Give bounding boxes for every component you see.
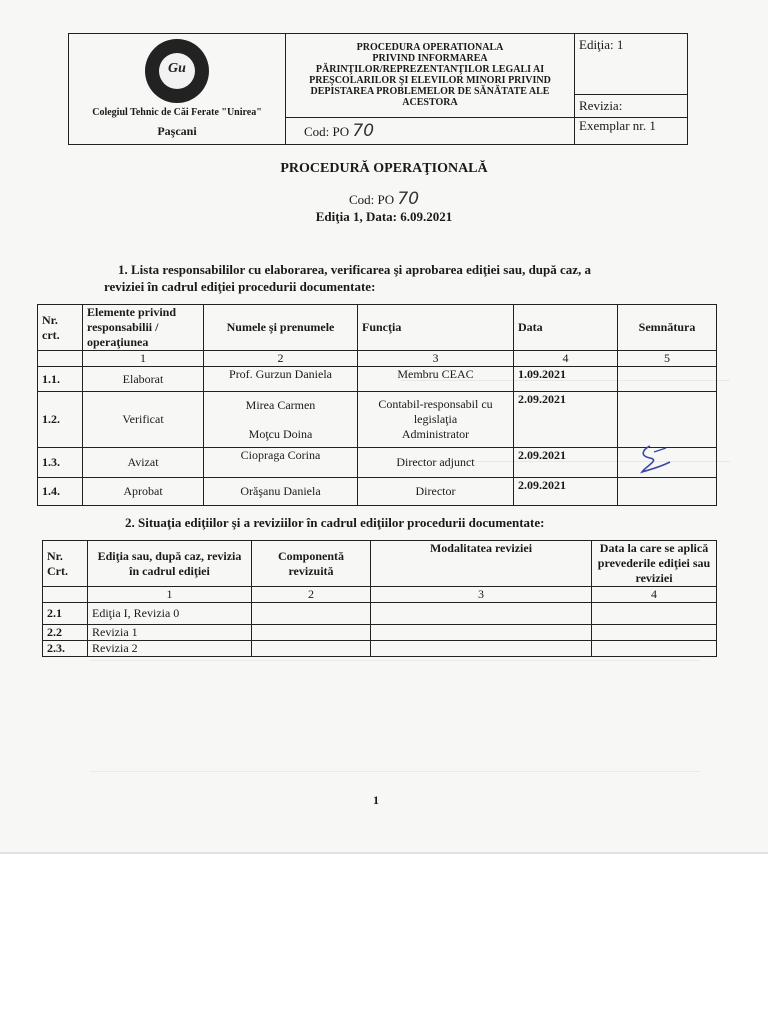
col-edition: Ediţia sau, după caz, revizia în cadrul ediţiei xyxy=(88,541,252,587)
col-signature: Semnătura xyxy=(618,305,717,351)
document-title: PROCEDURĂ OPERAŢIONALĂ xyxy=(280,161,488,176)
school-name: Colegiul Tehnic de Căi Ferate "Unirea" xyxy=(92,107,262,118)
city-name: Paşcani xyxy=(157,124,197,138)
signature-cell xyxy=(618,448,717,478)
col-component: Componentă revizuită xyxy=(252,541,371,587)
table-row: 1.3. Avizat Ciopraga Corina Director adjunct 2.09.2021 xyxy=(38,448,717,478)
col-name: Numele şi prenumele xyxy=(204,305,358,351)
code-handwritten: 70 xyxy=(352,120,375,141)
col-number: 4 xyxy=(592,587,717,603)
section1-heading-line2: reviziei în cadrul ediţiei procedurii documentate: xyxy=(104,279,376,294)
bleed-through-block xyxy=(90,660,700,772)
col-function: Funcţia xyxy=(358,305,514,351)
col-date: Data xyxy=(514,305,618,351)
table-row: 2.3. Revizia 2 xyxy=(43,641,717,657)
school-logo: Gu xyxy=(145,39,209,103)
procedure-title-cell xyxy=(286,34,575,118)
handwritten-signature xyxy=(636,442,676,478)
col-number: 5 xyxy=(618,351,717,367)
section1-heading-line1: 1. Lista responsabililor cu elaborarea, verificarea şi aprobarea ediţiei sau, după caz, a xyxy=(118,262,592,277)
col-nr: Nr. crt. xyxy=(38,305,83,351)
col-number: 2 xyxy=(204,351,358,367)
table-row: 1.1. Elaborat Prof. Gurzun Daniela Membru CEAC 1.09.2021 xyxy=(38,367,717,392)
school-cell xyxy=(69,34,286,145)
code-label: Cod: PO xyxy=(304,123,350,139)
col-number: 1 xyxy=(88,587,252,603)
col-number: 4 xyxy=(514,351,618,367)
copy-cell: Exemplar nr. 1 xyxy=(575,117,688,144)
responsibles-table xyxy=(37,304,717,506)
table-row: 2.2 Revizia 1 xyxy=(43,625,717,641)
document-code: Cod: PO 70 xyxy=(348,189,420,209)
code-cell xyxy=(286,117,575,144)
header-table xyxy=(68,33,688,145)
edition-cell: Ediţia: 1 xyxy=(575,34,688,95)
procedure-title: PROCEDURA OPERATIONALA PRIVIND INFORMAREA PĂRINŢILOR/REPREZENTANŢILOR LEGALI AI PREŞCOLARILOR ŞI ELEVILOR MINORI PRIVIND DEPISTAREA PROBLEMELOR DE SĂNĂTATE ALE ACESTORA xyxy=(309,42,551,109)
col-number: 3 xyxy=(358,351,514,367)
col-operation: Elemente privind responsabilii / operaţiunea xyxy=(83,305,204,351)
edition-date: Ediţia 1, Data: 6.09.2021 xyxy=(315,209,453,224)
col-number: 3 xyxy=(371,587,592,603)
col-nr: Nr. Crt. xyxy=(43,541,88,587)
table-row: 2.1 Ediţia I, Revizia 0 xyxy=(43,603,717,625)
table-row: 1.2. Verificat Mirea Carmen Moţcu Doina Contabil-responsabil cu legislaţia Administrator 2.09.2021 xyxy=(38,392,717,448)
editions-table xyxy=(42,540,717,657)
col-revision-mode: Modalitatea reviziei xyxy=(371,541,592,587)
col-number: 2 xyxy=(252,587,371,603)
col-apply-date: Data la care se aplică prevederile ediţiei sau reviziei xyxy=(592,541,717,587)
page-edge xyxy=(0,852,768,854)
col-number: 1 xyxy=(83,351,204,367)
revision-cell: Revizia: xyxy=(575,94,688,117)
table-row: 1.4. Aprobat Orăşanu Daniela Director 2.09.2021 xyxy=(38,478,717,506)
page-number: 1 xyxy=(373,793,379,807)
section2-heading: 2. Situaţia ediţiilor şi a reviziilor în cadrul ediţiilor procedurii documentate: xyxy=(125,515,545,530)
